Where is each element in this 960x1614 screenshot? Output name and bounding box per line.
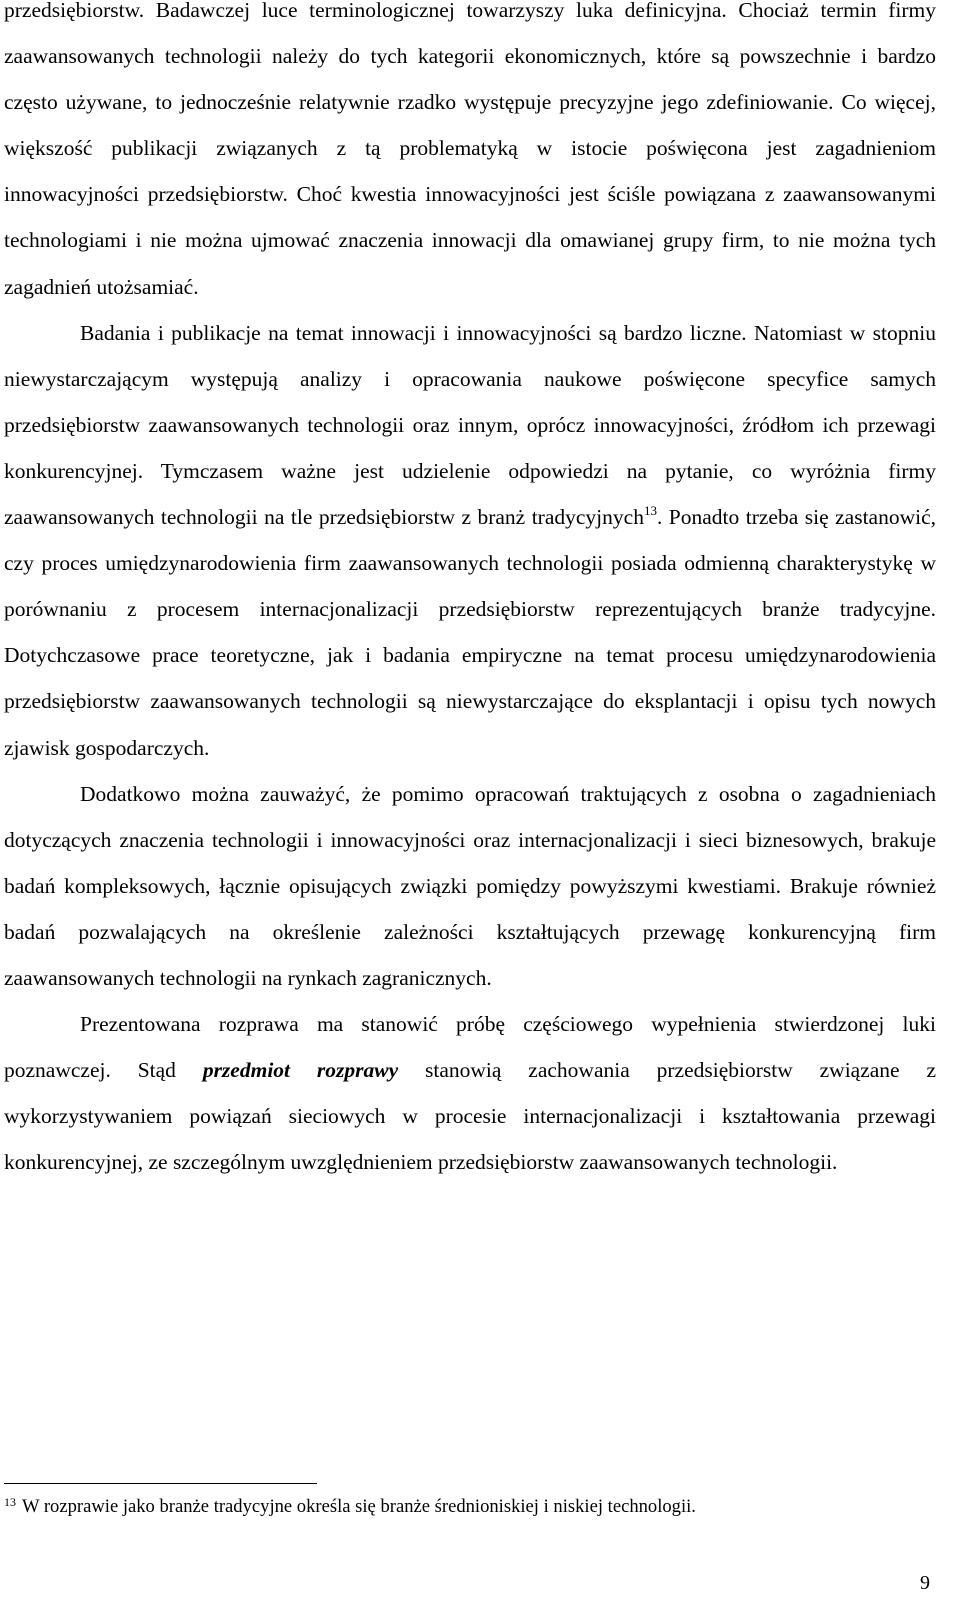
- paragraph-2: [4, 310, 936, 771]
- paragraph-3: [4, 771, 936, 1001]
- paragraph-1: [4, 0, 936, 310]
- paragraph-4-text-b: stanowią zachowania przedsiębiorstw związane z wykorzystywaniem powiązań sieciowych w procesie internacjonalizacji i kształtowania przewagi konkurencyjnej, ze szczególnym uwzględnieniem przedsiębiorstw zaawansowanych technologii.: [4, 1058, 937, 1175]
- paragraph-4-text-a: Prezentowana rozprawa ma stanowić próbę częściowego wypełnienia stwierdzonej luki poznawczej. Stąd: [4, 1012, 936, 1083]
- paragraph-3-text: Dodatkowo można zauważyć, że pomimo opracowań traktujących z osobna o zagadnieniach dotyczących znaczenia technologii i innowacyjności oraz internacjonalizacji i sieci biznesowych, brakuje badań kompleksowych, łącznie opisujących związki pomiędzy powyższymi kwestiami. Brakuje również badań pozwalających na określenie zależności kształtujących przewagę konkurencyjną firm zaawansowanych technologii na rynkach zagranicznych.: [4, 781, 936, 990]
- footnote-text: W rozprawie jako branże tradycyjne określa się branże średnioniskiej i niskiej technologii.: [22, 1496, 696, 1517]
- paragraph-2-text-a: Badania i publikacje na temat innowacji i innowacyjności są bardzo liczne. Natomiast w stopniu niewystarczającym występują analizy i opracowania naukowe poświęcone specyfice samych przedsiębiorstw zaawansowanych technologii oraz innym, oprócz innowacyjności, źródłom ich przewagi konkurencyjnej. Tymczasem ważne jest udzielenie odpowiedzi na pytanie, co wyróżnia firmy zaawansowanych technologii na tle przedsiębiorstw z branż tradycyjnych: [4, 320, 936, 530]
- footnote: [4, 1495, 936, 1519]
- paragraph-2-text-b: . Ponadto trzeba się zastanowić, czy proces umiędzynarodowienia firm zaawansowanych technologii posiada odmienną charakterystykę w porównaniu z procesem internacjonalizacji przedsiębiorstw reprezentujących branże tradycyjne. Dotychczasowe prace teoretyczne, jak i badania empiryczne na temat procesu umiędzynarodowienia przedsiębiorstw zaawansowanych technologii są niewystarczające do eksplantacji i opisu tych nowych zjawisk gospodarczych.: [4, 505, 936, 760]
- footnote-reference[interactable]: 13: [643, 503, 657, 519]
- footnote-number: 13: [4, 1495, 16, 1509]
- emphasis-subject: przedmiot rozprawy: [202, 1058, 399, 1083]
- document-page: [4, 0, 936, 1185]
- page-number: 9: [920, 1572, 930, 1594]
- paragraph-1-text: przedsiębiorstw. Badawczej luce terminologicznej towarzyszy luka definicyjna. Chociaż termin firmy zaawansowanych technologii należy do tych kategorii ekonomicznych, które są powszechnie i bardzo często używane, to jednocześnie relatywnie rzadko występuje precyzyjne jego zdefiniowanie. Co więcej, większość publikacji związanych z tą problematyką w istocie poświęcona jest zagadnieniom innowacyjności przedsiębiorstw. Choć kwestia innowacyjności jest ściśle powiązana z zaawansowanymi technologiami i nie można ujmować znaczenia innowacji dla omawianej grupy firm, to nie można tych zagadnień utożsamiać.: [4, 0, 936, 299]
- paragraph-4: [4, 1001, 936, 1185]
- footnote-divider: [4, 1483, 317, 1484]
